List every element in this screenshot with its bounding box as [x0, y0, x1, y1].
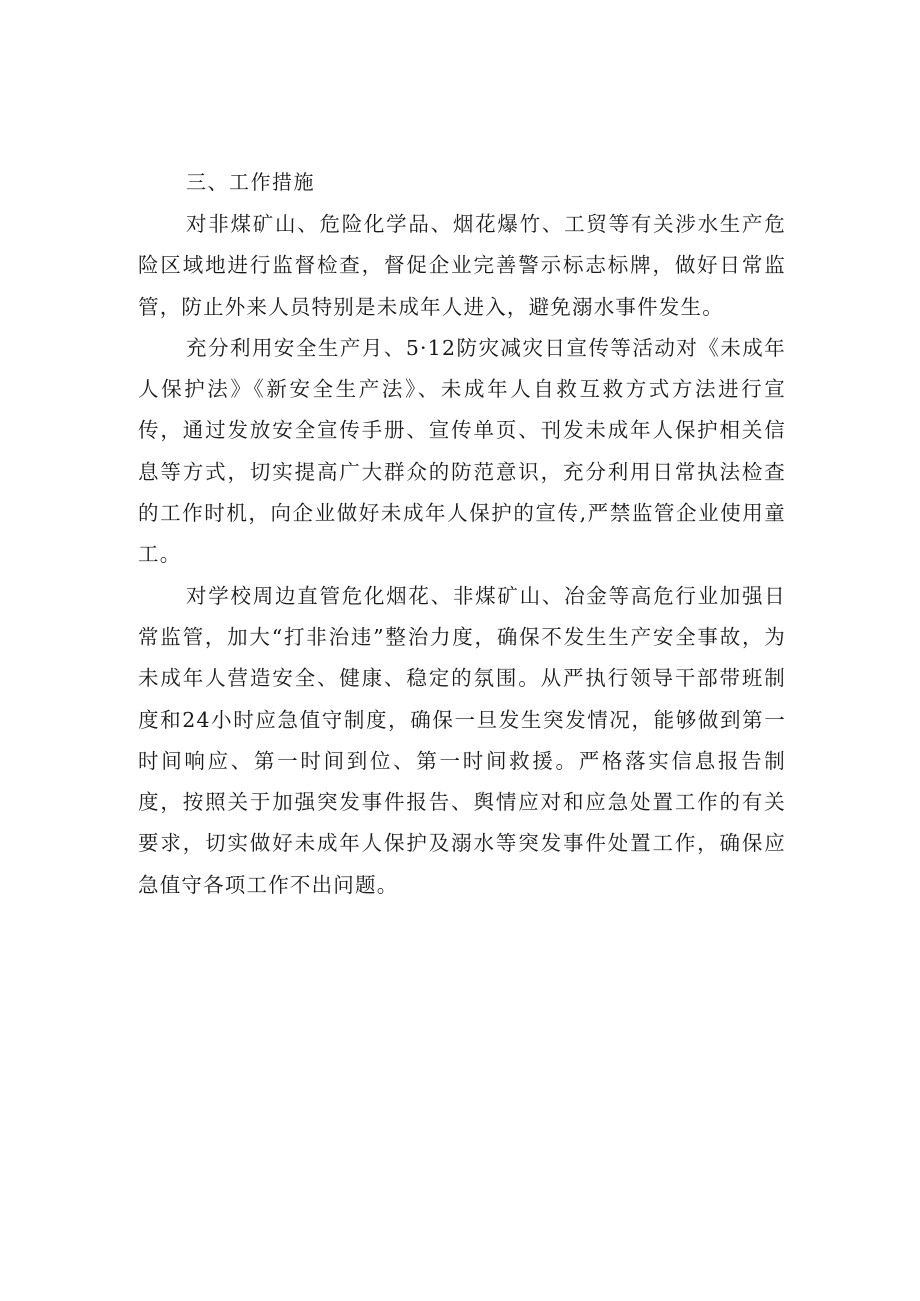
paragraph-emergency-duty: 对学校周边直管危化烟花、非煤矿山、冶金等高危行业加强日常监管，加大“打非治违”整治力度，确保不发生生产安全事故，为未成年人营造安全、健康、稳定的氛围。从严执行领导干部带班制度和24小时应急值守制度，确保一旦发生突发情况，能够做到第一时间响应、第一时间到位、第一时间救援。严格落实信息报告制度，按照关于加强突发事件报告、舆情应对和应急处置工作的有关要求，切实做好未成年人保护及溺水等突发事件处置工作，确保应急值守各项工作不出问题。 — [138, 583, 786, 897]
document-body — [138, 160, 786, 906]
paragraph-supervision: 对非煤矿山、危险化学品、烟花爆竹、工贸等有关涉水生产危险区域地进行监督检查，督促企业完善警示标志标牌，做好日常监管，防止外来人员特别是未成年人进入，避免溺水事件发生。 — [138, 212, 786, 319]
section-heading: 三、工作措施 — [186, 170, 315, 194]
paragraph-publicity: 充分利用安全生产月、5·12防灾减灾日宣传等活动对《未成年人保护法》《新安全生产法》、未成年人自救互救方式方法进行宣传，通过发放安全宣传手册、宣传单页、刊发未成年人保护相关信息等方式，切实提高广大群众的防范意识，充分利用日常执法检查的工作时机，向企业做好未成年人保护的宣传,严禁监管企业使用童工。 — [138, 335, 786, 567]
